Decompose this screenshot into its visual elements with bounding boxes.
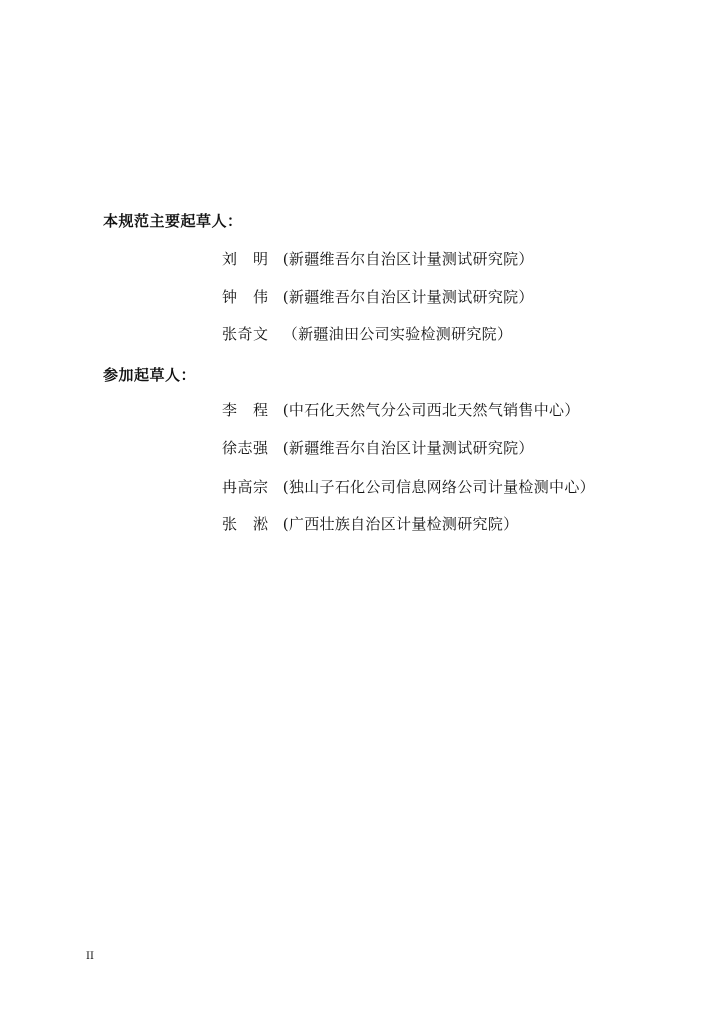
drafter-organization: （新疆油田公司实验检测研究院） [282,325,513,343]
main-drafter-row [222,323,512,345]
participant-organization: (新疆维吾尔自治区计量测试研究院） [282,439,534,457]
drafter-organization: (新疆维吾尔自治区计量测试研究院） [282,288,534,306]
participants-heading: 参加起草人： [103,366,197,384]
drafter-name: 刘 明 [222,250,269,268]
main-drafter-row [222,286,534,308]
main-drafter-row [222,248,534,270]
participant-name: 冉高宗 [222,478,269,496]
participant-organization: (独山子石化公司信息网络公司计量检测中心） [282,478,595,496]
participant-organization: (广西壮族自治区计量检测研究院） [282,515,519,533]
main-drafters-heading: 本规范主要起草人： [103,212,243,230]
participant-row [222,399,580,421]
drafter-name: 钟 伟 [222,288,269,306]
page-number: II [86,951,94,962]
participant-name: 李 程 [222,401,269,419]
participant-row [222,476,595,498]
participant-name: 张 淞 [222,515,269,533]
drafter-name: 张奇文 [222,325,269,343]
participant-organization: (中石化天然气分公司西北天然气销售中心） [282,401,580,419]
participant-row [222,437,534,459]
drafter-organization: (新疆维吾尔自治区计量测试研究院） [282,250,534,268]
participant-name: 徐志强 [222,439,269,457]
participant-row [222,513,518,535]
